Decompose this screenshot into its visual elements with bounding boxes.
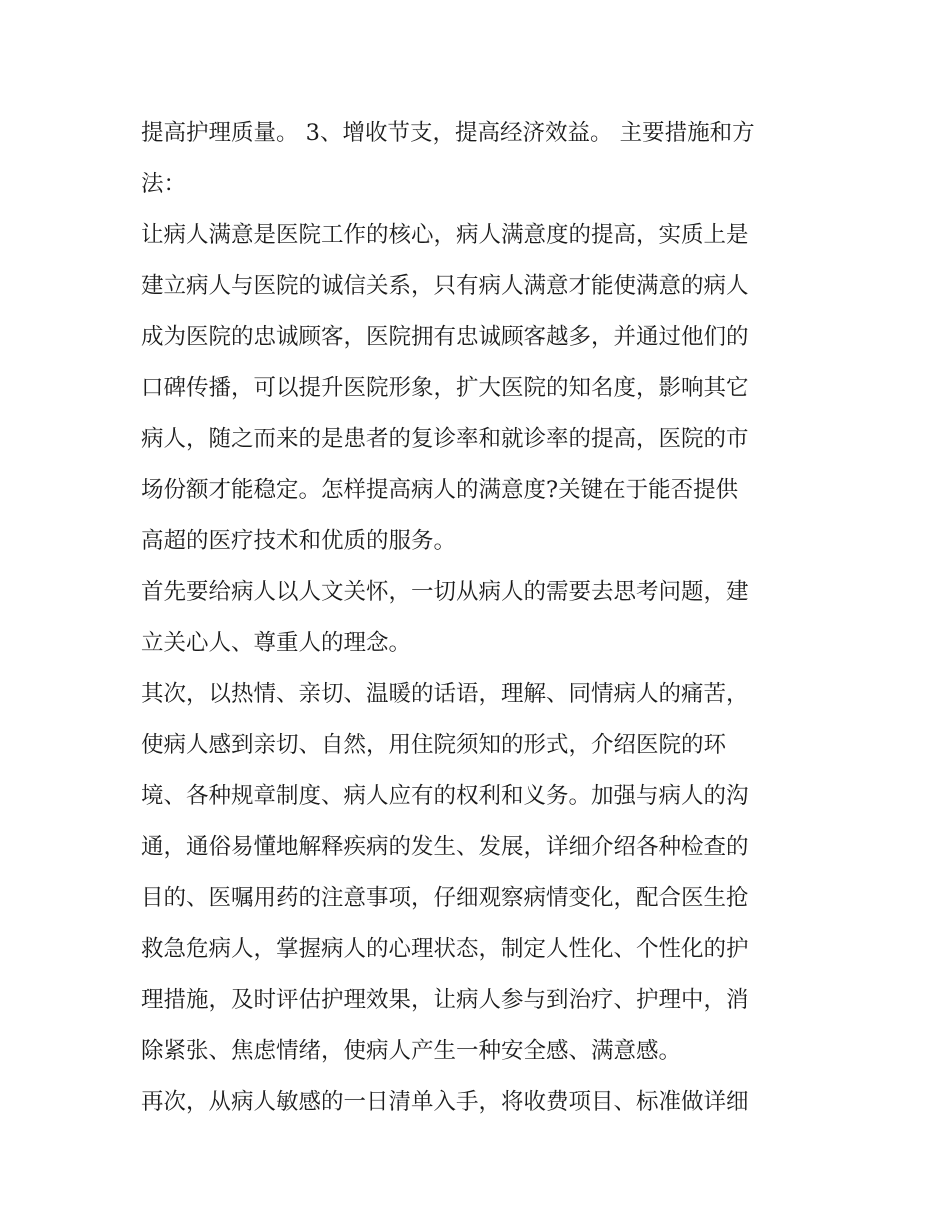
text-line: 通，通俗易懂地解释疾病的发生、发展，详细介绍各种检查的 [141, 834, 749, 860]
text-line: 使病人感到亲切、自然，用住院须知的形式，介绍医院的环 [141, 732, 727, 758]
text-line: 让病人满意是医院工作的核心，病人满意度的提高，实质上是 [141, 222, 749, 248]
text-line: 立关心人、尊重人的理念。 [141, 630, 412, 656]
text-line: 口碑传播，可以提升医院形象，扩大医院的知名度，影响其它 [141, 375, 749, 401]
text-line: 除紧张、焦虑情绪，使病人产生一种安全感、满意感。 [141, 1038, 682, 1064]
text-line: 理措施，及时评估护理效果，让病人参与到治疗、护理中，消 [141, 987, 749, 1013]
text-line: 境、各种规章制度、病人应有的权利和义务。加强与病人的沟 [141, 783, 749, 809]
text-line: 目的、医嘱用药的注意事项，仔细观察病情变化，配合医生抢 [141, 885, 749, 911]
text-line: 成为医院的忠诚顾客，医院拥有忠诚顾客越多，并通过他们的 [141, 324, 749, 350]
text-line: 再次，从病人敏感的一日清单入手，将收费项目、标准做详细 [141, 1089, 749, 1115]
text-line: 首先要给病人以人文关怀，一切从病人的需要去思考问题，建 [141, 579, 749, 605]
text-line: 场份额才能稳定。怎样提高病人的满意度?关键在于能否提供 [141, 477, 739, 503]
text-line: 高超的医疗技术和优质的服务。 [141, 528, 457, 554]
document-body [141, 108, 816, 1128]
text-line: 其次，以热情、亲切、温暖的话语，理解、同情病人的痛苦， [141, 681, 749, 707]
text-line: 建立病人与医院的诚信关系，只有病人满意才能使满意的病人 [141, 273, 749, 299]
text-line: 病人，随之而来的是患者的复诊率和就诊率的提高，医院的市 [141, 426, 749, 452]
text-line: 提高护理质量。 3、增收节支，提高经济效益。 主要措施和方 [141, 120, 755, 146]
text-line: 法： [141, 171, 187, 197]
text-line: 救急危病人，掌握病人的心理状态，制定人性化、个性化的护 [141, 936, 749, 962]
